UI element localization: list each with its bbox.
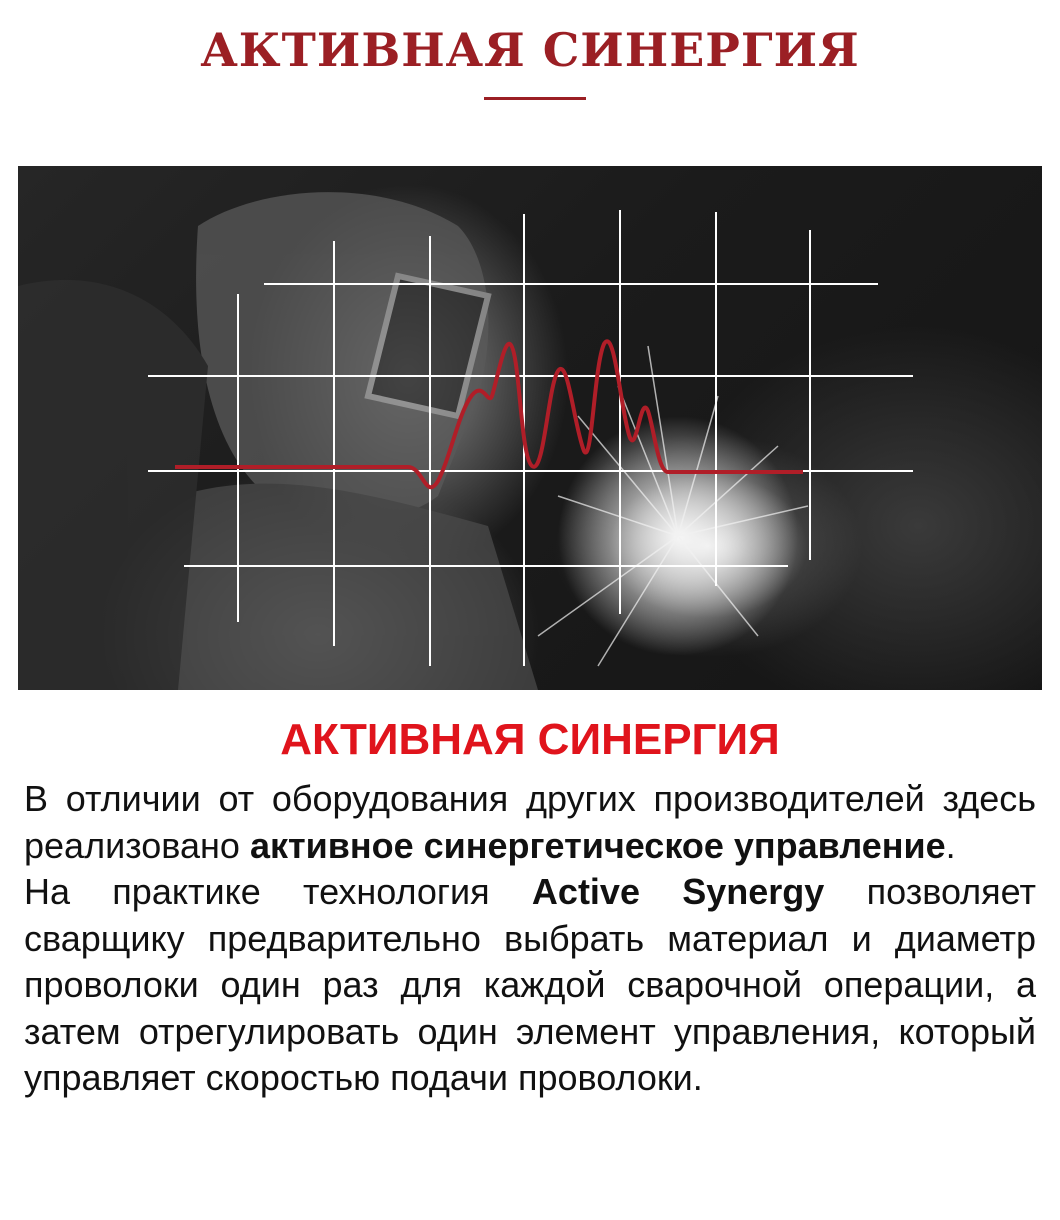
section-heading: АКТИВНАЯ СИНЕРГИЯ xyxy=(280,715,780,764)
page-title: АКТИВНАЯ СИНЕРГИЯ xyxy=(200,23,860,77)
paragraph-2 xyxy=(24,869,1036,1102)
paragraph-1-bold: активное синергетическое управление xyxy=(249,824,946,866)
hero-image xyxy=(18,166,1042,690)
paragraph-1-end: . xyxy=(945,824,956,866)
welder-silhouette xyxy=(18,192,538,690)
paragraph-1-text: В отличии от оборудования других производителей здесь реализовано xyxy=(24,778,1036,866)
description-text xyxy=(24,776,1036,1102)
paragraph-2-bold: Active Synergy xyxy=(531,871,825,912)
paragraph-2-end: позволяет сварщику предварительно выбрать материал и диаметр проволоки один раз для каждой сварочной операции, а затем отрегулировать один элемент управления, который управляет скоростью подачи проволоки. xyxy=(24,871,1036,1098)
hero-illustration xyxy=(18,166,1042,690)
paragraph-2-text: На практике технология xyxy=(24,871,532,912)
paragraph-1 xyxy=(24,776,1036,869)
title-underline xyxy=(484,97,586,100)
